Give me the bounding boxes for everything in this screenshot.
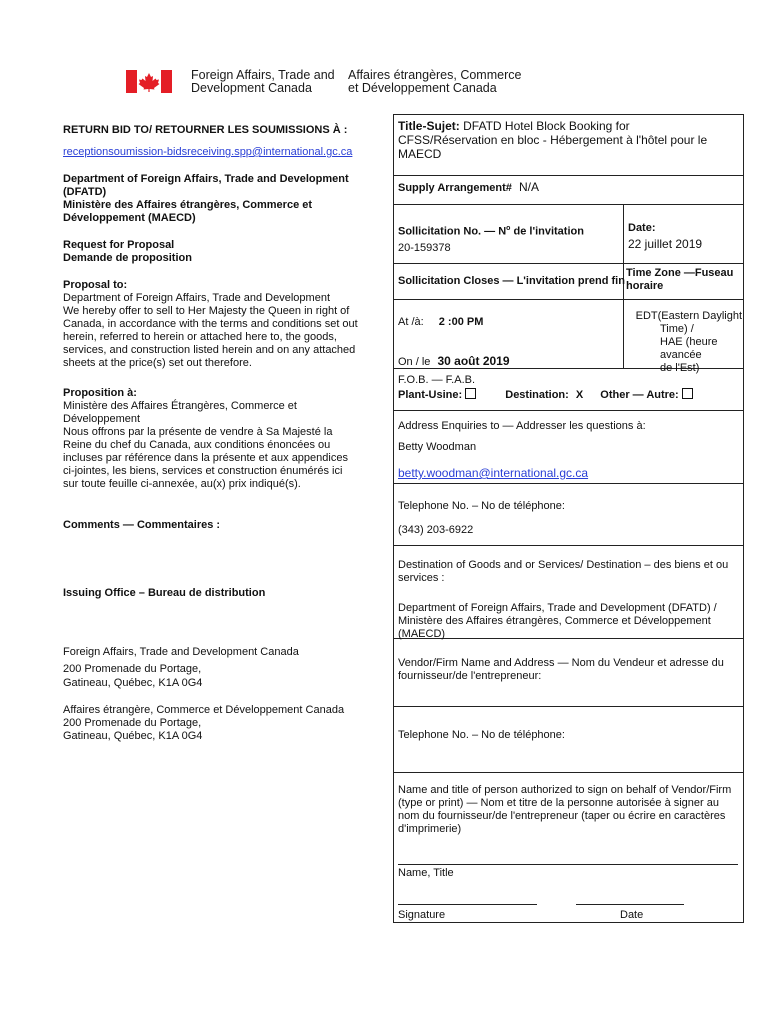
solicitation-value: 20-159378 [398, 241, 451, 254]
header-dept-fr-line2: et Développement Canada [348, 81, 497, 95]
table-rule [394, 410, 743, 411]
table-rule [394, 175, 743, 176]
proposition-line: Développement [63, 413, 141, 425]
destination-label: Destination: [505, 389, 569, 401]
office-fr-line: Gatineau, Québec, K1A 0G4 [63, 730, 203, 742]
proposal-to-line: Department of Foreign Affairs, Trade and Development [63, 292, 330, 304]
table-rule [394, 706, 743, 707]
proposition-line: incluses par référence dans la présente et aux appendices [63, 452, 348, 464]
title-line: MAECD [398, 147, 442, 161]
authorized-person-line: d'imprimerie) [398, 823, 462, 835]
destination-department [398, 602, 743, 641]
solicitation-table [393, 114, 744, 923]
header-dept-en [191, 69, 335, 95]
destination-department-line: Ministère des Affaires étrangères, Commerce et Développement [398, 615, 711, 627]
vendor-label-line: Vendor/Firm Name and Address — Nom du Vendeur et adresse du [398, 657, 724, 669]
timezone-line: HAE (heure avancée [660, 336, 718, 361]
proposition-heading: Proposition à: [63, 387, 137, 399]
issuing-office-label: Issuing Office – Bureau de distribution [63, 587, 266, 599]
authorized-person-line: Name and title of person authorized to sign on behalf of Vendor/Firm [398, 784, 732, 796]
solicitation-label-sup: o [506, 225, 511, 232]
plant-checkbox[interactable] [465, 388, 476, 399]
vendor-label-line: fournisseur/de l'entrepreneur: [398, 670, 542, 682]
rfp-line: Request for Proposal [63, 239, 175, 251]
date-cell [628, 222, 702, 251]
date-label: Date: [628, 222, 656, 234]
at-value: 2 :00 PM [438, 316, 484, 328]
on-label: On / le [398, 356, 431, 368]
other-label: Other — Autre: [600, 389, 679, 401]
destination-checkbox-mark[interactable]: X [575, 389, 584, 401]
supply-value: N/A [518, 180, 539, 194]
supply-arrangement-cell [398, 181, 539, 195]
return-email-link[interactable]: receptionsoumission-bidsreceiving.spp@international.gc.ca [63, 146, 353, 158]
solicitation-label: Sollicitation No. — N [398, 225, 507, 238]
timezone-label [626, 267, 744, 293]
closing-date-cell [398, 355, 510, 369]
timezone-line: EDT(Eastern Daylight [635, 310, 742, 322]
table-rule [394, 204, 743, 205]
proposition-line: ci-jointes, les biens, services et construction énumérés ici [63, 465, 343, 477]
timezone-value [626, 310, 742, 375]
proposition-line: Ministère des Affaires Étrangères, Commerce et [63, 400, 297, 412]
header-dept-en-line1: Foreign Affairs, Trade and [191, 68, 335, 82]
title-line: CFSS/Réservation en bloc - Hébergement à l'hôtel pour le [398, 133, 708, 147]
header-dept-fr-line1: Affaires étrangères, Commerce [348, 68, 522, 82]
table-rule [394, 772, 743, 773]
department-line: Développement (MAECD) [63, 212, 196, 224]
office-en-block [63, 645, 299, 690]
timezone-label-line: Time Zone —Fuseau [626, 267, 734, 279]
supply-label: Supply Arrangement# [398, 182, 512, 194]
title-line: DFATD Hotel Block Booking for [463, 119, 630, 133]
header-dept-en-line2: Development Canada [191, 81, 312, 95]
proposal-to-line: services, and construction listed herein and on any attached [63, 344, 356, 356]
header-dept-fr [348, 69, 521, 95]
plant-label: Plant-Usine: [398, 389, 463, 401]
authorized-person-line: (type or print) — Nom et titre de la personne autorisée à signer au [398, 797, 719, 809]
telephone-label: Telephone No. – No de téléphone: [398, 500, 565, 512]
timezone-line: Time) / [660, 323, 694, 335]
destination-goods-line: services : [398, 572, 445, 584]
office-fr-line: 200 Promenade du Portage, [63, 717, 202, 729]
table-rule [394, 545, 743, 546]
at-label: At /à: [398, 316, 424, 328]
name-title-line[interactable] [398, 864, 738, 865]
proposal-to-line: sheets at the price(s) set out therefore. [63, 357, 252, 369]
department-line: (DFATD) [63, 186, 107, 198]
closing-time-cell [398, 316, 483, 329]
office-en-line: Foreign Affairs, Trade and Development Canada [63, 646, 299, 658]
proposition-line: Nous offrons par la présente de vendre à Sa Majesté la [63, 426, 333, 438]
date-signature-label: Date [620, 909, 644, 921]
vendor-telephone-label: Telephone No. – No de téléphone: [398, 729, 565, 741]
date-signature-line[interactable] [576, 904, 684, 905]
proposal-to-heading: Proposal to: [63, 279, 128, 291]
solicitation-label-end: de l'invitation [510, 225, 584, 238]
destination-goods-line: Destination of Goods and or Services/ Destination – des biens et ou [398, 559, 729, 571]
office-en-line: Gatineau, Québec, K1A 0G4 [63, 677, 203, 689]
proposal-to-block [63, 279, 358, 370]
department-line: Ministère des Affaires étrangères, Commerce et [63, 199, 313, 211]
date-value: 22 juillet 2019 [628, 237, 703, 251]
destination-department-line: Department of Foreign Affairs, Trade and Development (DFATD) / [398, 602, 717, 614]
title-cell [398, 119, 738, 161]
table-rule [394, 299, 743, 300]
enquiries-label: Address Enquiries to — Addresser les questions à: [398, 420, 646, 432]
contact-name: Betty Woodman [398, 441, 477, 453]
signature-line[interactable] [398, 904, 537, 905]
vendor-label [398, 657, 743, 683]
timezone-line: de l'Est) [660, 362, 700, 374]
on-value: 30 août 2019 [437, 354, 510, 368]
solicitation-cell [398, 222, 584, 255]
office-fr-block [63, 704, 344, 743]
proposition-line: Reine du chef du Canada, aux conditions énoncées ou [63, 439, 331, 451]
destination-goods-label [398, 559, 743, 585]
table-rule [394, 483, 743, 484]
table-rule [394, 263, 743, 264]
proposition-line: sur toute feuille ci-annexée, au(x) prix indiqué(s). [63, 478, 301, 490]
timezone-label-line: horaire [626, 280, 664, 292]
authorized-person-line: nom du fournisseur/de l'entrepreneur (taper ou écrire en caractères [398, 810, 726, 822]
proposal-to-line: We hereby offer to sell to Her Majesty the Queen in right of [63, 305, 350, 317]
department-line: Department of Foreign Affairs, Trade and Development [63, 173, 349, 185]
proposal-to-line: herein, referred to herein or attached here to, the goods, [63, 331, 337, 343]
return-bid-label: RETURN BID TO/ RETOURNER LES SOUMISSIONS À : [63, 124, 348, 136]
office-fr-line: Affaires étrangère, Commerce et Développement Canada [63, 704, 345, 716]
comments-label: Comments — Commentaires : [63, 519, 221, 531]
other-checkbox[interactable] [682, 388, 693, 399]
signature-label: Signature [398, 909, 446, 921]
rfp-block [63, 239, 192, 265]
destination-department-line: (MAECD) [398, 628, 446, 640]
proposal-to-line: Canada, in accordance with the terms and conditions set out [63, 318, 358, 330]
title-label: Title-Sujet: [398, 119, 460, 133]
department-block [63, 173, 349, 225]
closes-label: Sollicitation Closes — L'invitation prend fin [398, 275, 625, 287]
rfp-line: Demande de proposition [63, 252, 192, 264]
telephone-value: (343) 203-6922 [398, 524, 474, 536]
fob-label: F.O.B. — F.A.B. [398, 374, 476, 386]
name-title-label: Name, Title [398, 867, 454, 879]
proposition-block [63, 387, 348, 491]
contact-email-link[interactable]: betty.woodman@international.gc.ca [398, 466, 589, 480]
authorized-person-label [398, 784, 743, 836]
canada-flag-logo [126, 70, 172, 93]
fob-cell [398, 374, 743, 402]
office-en-line: 200 Promenade du Portage, [63, 663, 202, 675]
